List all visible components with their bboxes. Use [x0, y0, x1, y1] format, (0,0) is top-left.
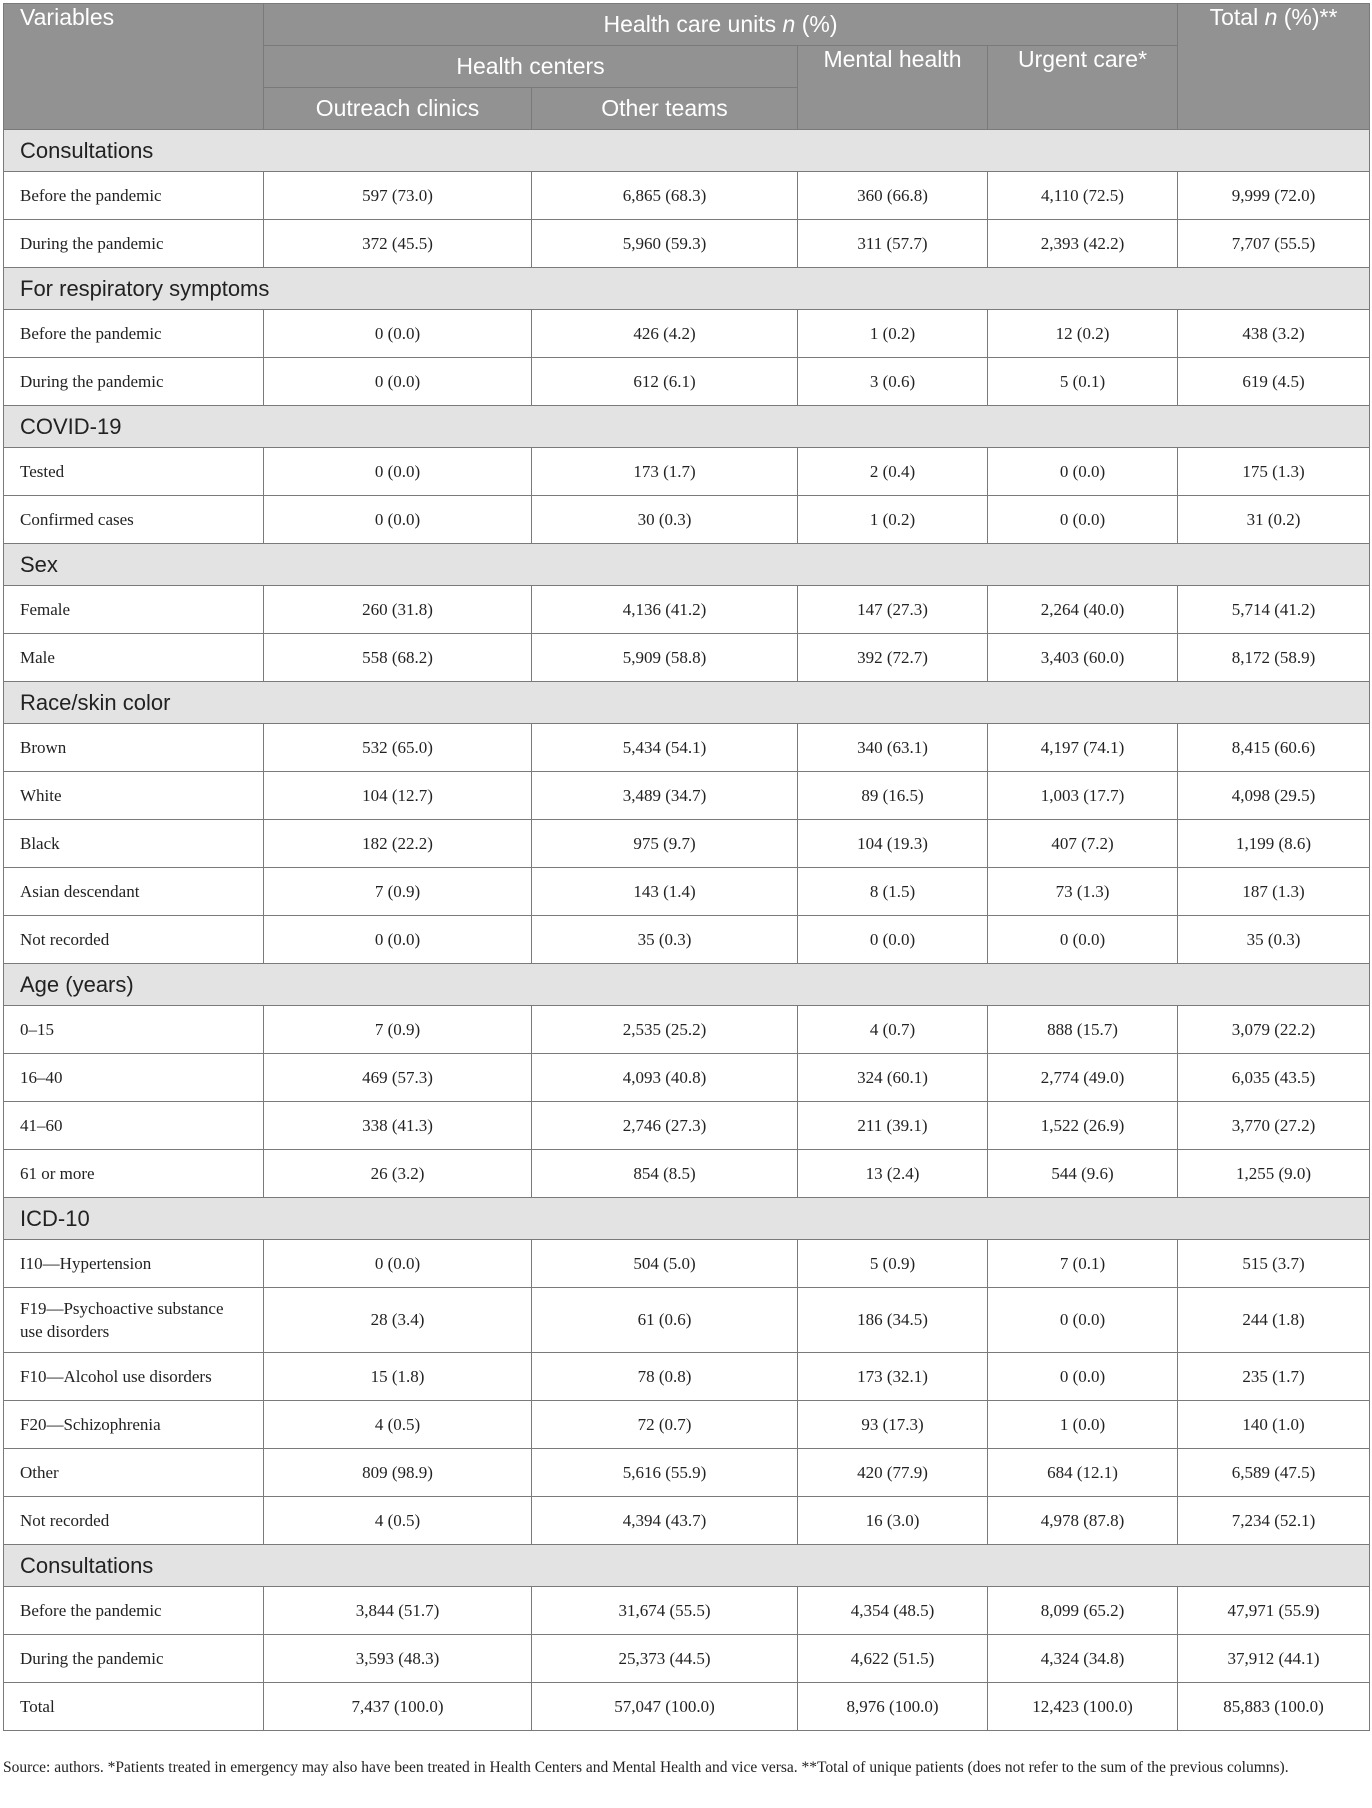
header-health-care-units	[264, 4, 1178, 46]
table-cell: 4,622 (51.5)	[798, 1635, 988, 1683]
row-label: 0–15	[4, 1006, 264, 1054]
table-cell: 1,255 (9.0)	[1178, 1150, 1370, 1198]
table-cell: 975 (9.7)	[532, 820, 798, 868]
header-units-title: Health care units	[603, 11, 777, 37]
table-cell: 4,354 (48.5)	[798, 1587, 988, 1635]
section-row	[4, 1198, 1370, 1240]
table-cell: 13 (2.4)	[798, 1150, 988, 1198]
table-cell: 809 (98.9)	[264, 1449, 532, 1497]
table-row	[4, 448, 1370, 496]
table-row	[4, 868, 1370, 916]
table-cell: 0 (0.0)	[264, 916, 532, 964]
section-row	[4, 268, 1370, 310]
table-cell: 0 (0.0)	[264, 310, 532, 358]
table-cell: 47,971 (55.9)	[1178, 1587, 1370, 1635]
table-cell: 2,774 (49.0)	[988, 1054, 1178, 1102]
table-cell: 12,423 (100.0)	[988, 1683, 1178, 1731]
row-label: During the pandemic	[4, 1635, 264, 1683]
table-cell: 558 (68.2)	[264, 634, 532, 682]
row-label: Before the pandemic	[4, 310, 264, 358]
table-cell: 4,093 (40.8)	[532, 1054, 798, 1102]
table-cell: 5,960 (59.3)	[532, 220, 798, 268]
row-label: Other	[4, 1449, 264, 1497]
table-cell: 143 (1.4)	[532, 868, 798, 916]
table-cell: 173 (1.7)	[532, 448, 798, 496]
table-cell: 1,522 (26.9)	[988, 1102, 1178, 1150]
section-row	[4, 682, 1370, 724]
table-cell: 7 (0.9)	[264, 868, 532, 916]
table-cell: 1 (0.0)	[988, 1401, 1178, 1449]
table-cell: 1 (0.2)	[798, 310, 988, 358]
table-cell: 7,234 (52.1)	[1178, 1497, 1370, 1545]
section-row	[4, 1545, 1370, 1587]
table-cell: 3,489 (34.7)	[532, 772, 798, 820]
table-cell: 78 (0.8)	[532, 1353, 798, 1401]
table-cell: 0 (0.0)	[264, 358, 532, 406]
table-cell: 4,197 (74.1)	[988, 724, 1178, 772]
row-label: F20—Schizophrenia	[4, 1401, 264, 1449]
table-body	[4, 130, 1370, 1731]
table-cell: 4,136 (41.2)	[532, 586, 798, 634]
header-urgent-care: Urgent care*	[988, 46, 1178, 130]
table-cell: 175 (1.3)	[1178, 448, 1370, 496]
section-title: Sex	[4, 544, 1370, 586]
table-row	[4, 496, 1370, 544]
table-cell: 324 (60.1)	[798, 1054, 988, 1102]
table-cell: 1,003 (17.7)	[988, 772, 1178, 820]
table-cell: 89 (16.5)	[798, 772, 988, 820]
table-cell: 4,098 (29.5)	[1178, 772, 1370, 820]
table-cell: 140 (1.0)	[1178, 1401, 1370, 1449]
table-cell: 4 (0.5)	[264, 1497, 532, 1545]
table-cell: 684 (12.1)	[988, 1449, 1178, 1497]
table-cell: 30 (0.3)	[532, 496, 798, 544]
table-cell: 619 (4.5)	[1178, 358, 1370, 406]
table-cell: 244 (1.8)	[1178, 1288, 1370, 1353]
header-total-title: Total	[1209, 4, 1259, 30]
table-cell: 0 (0.0)	[264, 448, 532, 496]
row-label: Before the pandemic	[4, 172, 264, 220]
table-cell: 2,535 (25.2)	[532, 1006, 798, 1054]
table-cell: 0 (0.0)	[798, 916, 988, 964]
table-row	[4, 634, 1370, 682]
table-cell: 0 (0.0)	[988, 1288, 1178, 1353]
section-title: COVID-19	[4, 406, 1370, 448]
row-label: 16–40	[4, 1054, 264, 1102]
row-label: Male	[4, 634, 264, 682]
table-cell: 73 (1.3)	[988, 868, 1178, 916]
table-cell: 1,199 (8.6)	[1178, 820, 1370, 868]
table-row	[4, 172, 1370, 220]
table-cell: 72 (0.7)	[532, 1401, 798, 1449]
table-row	[4, 1683, 1370, 1731]
table-cell: 2,746 (27.3)	[532, 1102, 798, 1150]
row-label: Before the pandemic	[4, 1587, 264, 1635]
header-total-n: n	[1264, 4, 1278, 30]
section-row	[4, 964, 1370, 1006]
table-cell: 5,909 (58.8)	[532, 634, 798, 682]
table-footnote: Source: authors. *Patients treated in emergency may also have been treated in Health Centers and Mental Health and vice versa. **Total of unique patients (does not refer to the sum of the previous columns).	[3, 1759, 1289, 1776]
header-other-teams: Other teams	[532, 88, 798, 130]
row-label: During the pandemic	[4, 220, 264, 268]
table-cell: 260 (31.8)	[264, 586, 532, 634]
table-cell: 1 (0.2)	[798, 496, 988, 544]
table-cell: 420 (77.9)	[798, 1449, 988, 1497]
section-row	[4, 544, 1370, 586]
table-cell: 12 (0.2)	[988, 310, 1178, 358]
table-row	[4, 1240, 1370, 1288]
table-cell: 0 (0.0)	[988, 916, 1178, 964]
table-cell: 0 (0.0)	[264, 1240, 532, 1288]
row-label: F19—Psychoactive substance use disorders	[4, 1288, 264, 1353]
table-cell: 4,978 (87.8)	[988, 1497, 1178, 1545]
table-cell: 4,110 (72.5)	[988, 172, 1178, 220]
table-cell: 438 (3.2)	[1178, 310, 1370, 358]
table-cell: 0 (0.0)	[988, 1353, 1178, 1401]
table-cell: 3,770 (27.2)	[1178, 1102, 1370, 1150]
table-cell: 26 (3.2)	[264, 1150, 532, 1198]
table-cell: 31,674 (55.5)	[532, 1587, 798, 1635]
table-cell: 544 (9.6)	[988, 1150, 1178, 1198]
table-cell: 28 (3.4)	[264, 1288, 532, 1353]
section-title: ICD-10	[4, 1198, 1370, 1240]
table-cell: 182 (22.2)	[264, 820, 532, 868]
table-cell: 4 (0.5)	[264, 1401, 532, 1449]
table-row	[4, 1449, 1370, 1497]
table-cell: 5,434 (54.1)	[532, 724, 798, 772]
table-cell: 360 (66.8)	[798, 172, 988, 220]
table-cell: 854 (8.5)	[532, 1150, 798, 1198]
row-label: During the pandemic	[4, 358, 264, 406]
table-cell: 25,373 (44.5)	[532, 1635, 798, 1683]
table-cell: 597 (73.0)	[264, 172, 532, 220]
row-label: 61 or more	[4, 1150, 264, 1198]
table-row	[4, 1497, 1370, 1545]
table-cell: 147 (27.3)	[798, 586, 988, 634]
table-cell: 4 (0.7)	[798, 1006, 988, 1054]
table-cell: 2,393 (42.2)	[988, 220, 1178, 268]
section-row	[4, 130, 1370, 172]
table-row	[4, 1635, 1370, 1683]
table-cell: 3,079 (22.2)	[1178, 1006, 1370, 1054]
table-cell: 7 (0.9)	[264, 1006, 532, 1054]
table-header	[4, 4, 1370, 130]
table-row	[4, 1150, 1370, 1198]
row-label: Not recorded	[4, 1497, 264, 1545]
table-cell: 235 (1.7)	[1178, 1353, 1370, 1401]
table-cell: 0 (0.0)	[988, 448, 1178, 496]
table-row	[4, 586, 1370, 634]
table-cell: 469 (57.3)	[264, 1054, 532, 1102]
table-cell: 6,589 (47.5)	[1178, 1449, 1370, 1497]
table-cell: 61 (0.6)	[532, 1288, 798, 1353]
table-cell: 9,999 (72.0)	[1178, 172, 1370, 220]
header-health-centers: Health centers	[264, 46, 798, 88]
table-row	[4, 1054, 1370, 1102]
table-cell: 8 (1.5)	[798, 868, 988, 916]
table-cell: 211 (39.1)	[798, 1102, 988, 1150]
table-cell: 104 (12.7)	[264, 772, 532, 820]
table-row	[4, 916, 1370, 964]
table-cell: 104 (19.3)	[798, 820, 988, 868]
row-label: Tested	[4, 448, 264, 496]
row-label: Female	[4, 586, 264, 634]
row-label: Total	[4, 1683, 264, 1731]
table-row	[4, 220, 1370, 268]
table-row	[4, 310, 1370, 358]
table-cell: 532 (65.0)	[264, 724, 532, 772]
section-row	[4, 406, 1370, 448]
table-cell: 340 (63.1)	[798, 724, 988, 772]
table-cell: 5 (0.1)	[988, 358, 1178, 406]
table-cell: 31 (0.2)	[1178, 496, 1370, 544]
header-units-pct: (%)	[801, 11, 838, 37]
table-cell: 7,437 (100.0)	[264, 1683, 532, 1731]
table-row	[4, 1353, 1370, 1401]
section-title: For respiratory symptoms	[4, 268, 1370, 310]
table-cell: 3,593 (48.3)	[264, 1635, 532, 1683]
table-cell: 5,714 (41.2)	[1178, 586, 1370, 634]
table-cell: 35 (0.3)	[532, 916, 798, 964]
table-cell: 15 (1.8)	[264, 1353, 532, 1401]
table-cell: 7 (0.1)	[988, 1240, 1178, 1288]
row-label: Confirmed cases	[4, 496, 264, 544]
table-cell: 5,616 (55.9)	[532, 1449, 798, 1497]
table-cell: 6,865 (68.3)	[532, 172, 798, 220]
row-label: F10—Alcohol use disorders	[4, 1353, 264, 1401]
table-cell: 8,172 (58.9)	[1178, 634, 1370, 682]
row-label: Brown	[4, 724, 264, 772]
table-row	[4, 724, 1370, 772]
row-label: White	[4, 772, 264, 820]
row-label: Black	[4, 820, 264, 868]
table-row	[4, 1102, 1370, 1150]
table-cell: 612 (6.1)	[532, 358, 798, 406]
table-row	[4, 1587, 1370, 1635]
section-title: Age (years)	[4, 964, 1370, 1006]
table-cell: 372 (45.5)	[264, 220, 532, 268]
section-title: Consultations	[4, 130, 1370, 172]
row-label: Asian descendant	[4, 868, 264, 916]
table-row	[4, 1401, 1370, 1449]
data-table	[3, 3, 1370, 1731]
table-cell: 407 (7.2)	[988, 820, 1178, 868]
table-cell: 8,976 (100.0)	[798, 1683, 988, 1731]
table-row	[4, 772, 1370, 820]
table-cell: 4,324 (34.8)	[988, 1635, 1178, 1683]
row-label: 41–60	[4, 1102, 264, 1150]
table-cell: 426 (4.2)	[532, 310, 798, 358]
table-row	[4, 1006, 1370, 1054]
table-cell: 4,394 (43.7)	[532, 1497, 798, 1545]
table-cell: 85,883 (100.0)	[1178, 1683, 1370, 1731]
header-mental-health: Mental health	[798, 46, 988, 130]
table-cell: 6,035 (43.5)	[1178, 1054, 1370, 1102]
table-cell: 173 (32.1)	[798, 1353, 988, 1401]
table-cell: 888 (15.7)	[988, 1006, 1178, 1054]
row-label: Not recorded	[4, 916, 264, 964]
table-cell: 186 (34.5)	[798, 1288, 988, 1353]
table-cell: 338 (41.3)	[264, 1102, 532, 1150]
table-cell: 35 (0.3)	[1178, 916, 1370, 964]
header-total-pct: (%)**	[1283, 4, 1338, 30]
table-cell: 37,912 (44.1)	[1178, 1635, 1370, 1683]
table-cell: 57,047 (100.0)	[532, 1683, 798, 1731]
table-cell: 392 (72.7)	[798, 634, 988, 682]
table-cell: 3 (0.6)	[798, 358, 988, 406]
table-cell: 0 (0.0)	[988, 496, 1178, 544]
table-cell: 5 (0.9)	[798, 1240, 988, 1288]
table-cell: 2 (0.4)	[798, 448, 988, 496]
table-cell: 93 (17.3)	[798, 1401, 988, 1449]
table-cell: 187 (1.3)	[1178, 868, 1370, 916]
table-cell: 504 (5.0)	[532, 1240, 798, 1288]
header-variables: Variables	[4, 4, 264, 130]
table-cell: 16 (3.0)	[798, 1497, 988, 1545]
table-cell: 515 (3.7)	[1178, 1240, 1370, 1288]
table-row	[4, 820, 1370, 868]
table-cell: 2,264 (40.0)	[988, 586, 1178, 634]
table-cell: 8,415 (60.6)	[1178, 724, 1370, 772]
table-cell: 311 (57.7)	[798, 220, 988, 268]
section-title: Consultations	[4, 1545, 1370, 1587]
table-cell: 3,403 (60.0)	[988, 634, 1178, 682]
header-outreach-clinics: Outreach clinics	[264, 88, 532, 130]
header-total	[1178, 4, 1370, 130]
table-cell: 0 (0.0)	[264, 496, 532, 544]
table-cell: 7,707 (55.5)	[1178, 220, 1370, 268]
table-cell: 3,844 (51.7)	[264, 1587, 532, 1635]
header-units-n: n	[782, 11, 796, 37]
table-row	[4, 1288, 1370, 1353]
table-row	[4, 358, 1370, 406]
section-title: Race/skin color	[4, 682, 1370, 724]
table-cell: 8,099 (65.2)	[988, 1587, 1178, 1635]
row-label: I10—Hypertension	[4, 1240, 264, 1288]
